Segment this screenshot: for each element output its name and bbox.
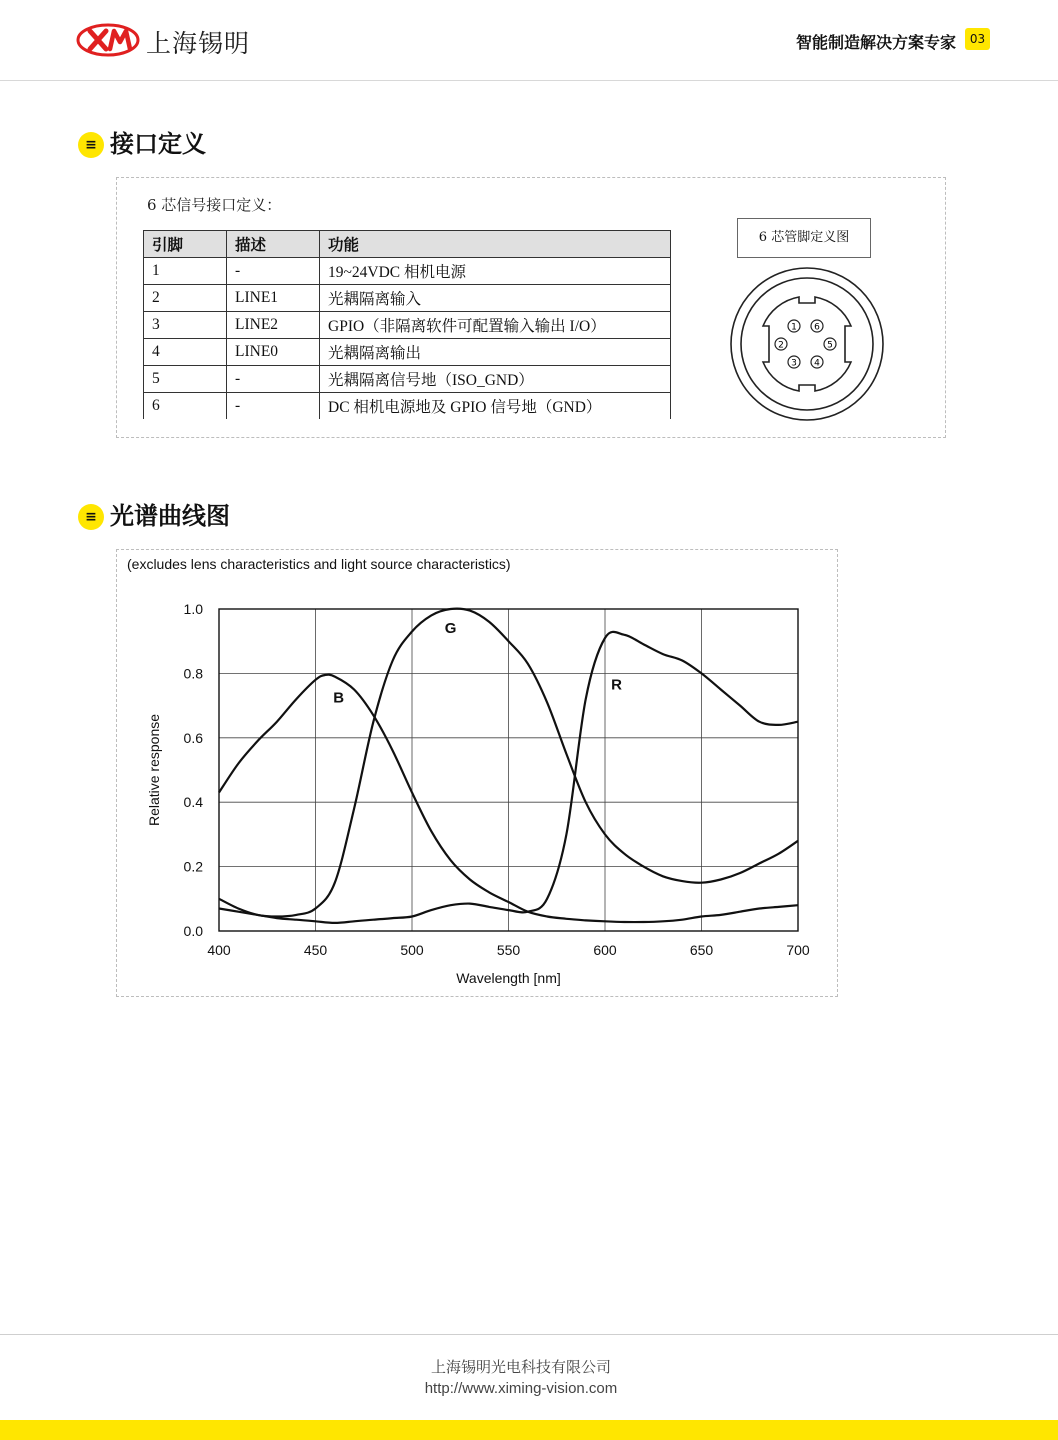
section-title-text: 接口定义: [110, 130, 206, 158]
table-header-cell: 引脚: [144, 231, 227, 258]
footer-divider: [0, 1334, 1058, 1335]
spectral-response-chart: [117, 550, 837, 996]
series-label-G: G: [444, 620, 457, 638]
pin-number-label: 5: [827, 340, 833, 351]
table-cell: LINE1: [227, 285, 320, 312]
pin-definition-table: [143, 230, 671, 419]
table-row: [144, 258, 671, 285]
connector-pinout-icon: [729, 266, 885, 422]
table-cell: -: [227, 366, 320, 393]
table-cell: -: [227, 393, 320, 420]
spectrum-chart-panel: [116, 549, 838, 997]
section-title-text: 光谱曲线图: [110, 502, 230, 530]
table-cell: 19~24VDC 相机电源: [320, 258, 671, 285]
table-cell: 5: [144, 366, 227, 393]
chart-note: (excludes lens characteristics and light source characteristics): [127, 556, 511, 572]
x-tick-label: 700: [786, 942, 810, 958]
y-axis-label: Relative response: [146, 713, 162, 827]
series-label-B: B: [333, 689, 345, 707]
table-cell: 光耦隔离输出: [320, 339, 671, 366]
x-tick-label: 650: [689, 942, 714, 958]
table-cell: LINE0: [227, 339, 320, 366]
x-axis-label: Wavelength [nm]: [456, 970, 561, 986]
company-logo-icon: [76, 22, 140, 58]
y-tick-label: 0.0: [183, 923, 203, 939]
table-cell: 2: [144, 285, 227, 312]
table-cell: LINE2: [227, 312, 320, 339]
menu-bullet-icon: ≡: [78, 132, 104, 158]
pin-number-label: 1: [791, 322, 797, 333]
x-tick-label: 600: [593, 942, 617, 958]
page-number-badge: 03: [965, 28, 990, 50]
interface-definition-panel: [116, 177, 946, 438]
footer-accent-bar: [0, 1420, 1058, 1440]
table-cell: 光耦隔离信号地（ISO_GND）: [320, 366, 671, 393]
table-row: [144, 312, 671, 339]
table-cell: 光耦隔离输入: [320, 285, 671, 312]
pin-diagram-label: 6 芯管脚定义图: [737, 218, 871, 258]
signal-caption: 6 芯信号接口定义：: [147, 196, 282, 214]
y-tick-label: 0.2: [183, 858, 203, 875]
table-cell: 1: [144, 258, 227, 285]
footer-company-name: 上海锡明光电科技有限公司: [430, 1358, 611, 1376]
table-cell: 6: [144, 393, 227, 420]
x-tick-label: 400: [207, 942, 231, 958]
section-title-interface: [78, 124, 206, 159]
section-title-spectrum: [78, 496, 230, 531]
pin-number-label: 2: [778, 340, 784, 351]
y-tick-label: 0.6: [183, 729, 203, 746]
x-tick-label: 550: [496, 942, 521, 958]
pin-number-label: 4: [814, 358, 820, 369]
table-cell: 4: [144, 339, 227, 366]
x-tick-label: 450: [303, 942, 328, 958]
footer-website: http://www.ximing-vision.com: [424, 1380, 618, 1397]
table-cell: 3: [144, 312, 227, 339]
table-row: [144, 285, 671, 312]
table-header-cell: 描述: [227, 231, 320, 258]
table-row: [144, 393, 671, 420]
series-label-R: R: [611, 676, 623, 694]
table-header-cell: 功能: [320, 231, 671, 258]
table-row: [144, 339, 671, 366]
x-tick-label: 500: [400, 942, 424, 958]
table-cell: -: [227, 258, 320, 285]
y-tick-label: 0.4: [183, 794, 203, 811]
table-header-row: [144, 231, 671, 258]
pin-number-label: 6: [814, 322, 820, 333]
company-slogan: 智能制造解决方案专家: [795, 33, 956, 52]
table-row: [144, 366, 671, 393]
page-header: [0, 0, 1058, 81]
pin-number-label: 3: [791, 358, 797, 369]
company-logo-text: 上海锡明: [146, 29, 251, 58]
table-cell: GPIO（非隔离软件可配置输入输出 I/O）: [320, 312, 671, 339]
table-cell: DC 相机电源地及 GPIO 信号地（GND）: [320, 393, 671, 420]
y-tick-label: 1.0: [183, 601, 203, 617]
menu-bullet-icon: ≡: [78, 504, 104, 530]
y-tick-label: 0.8: [183, 665, 203, 682]
